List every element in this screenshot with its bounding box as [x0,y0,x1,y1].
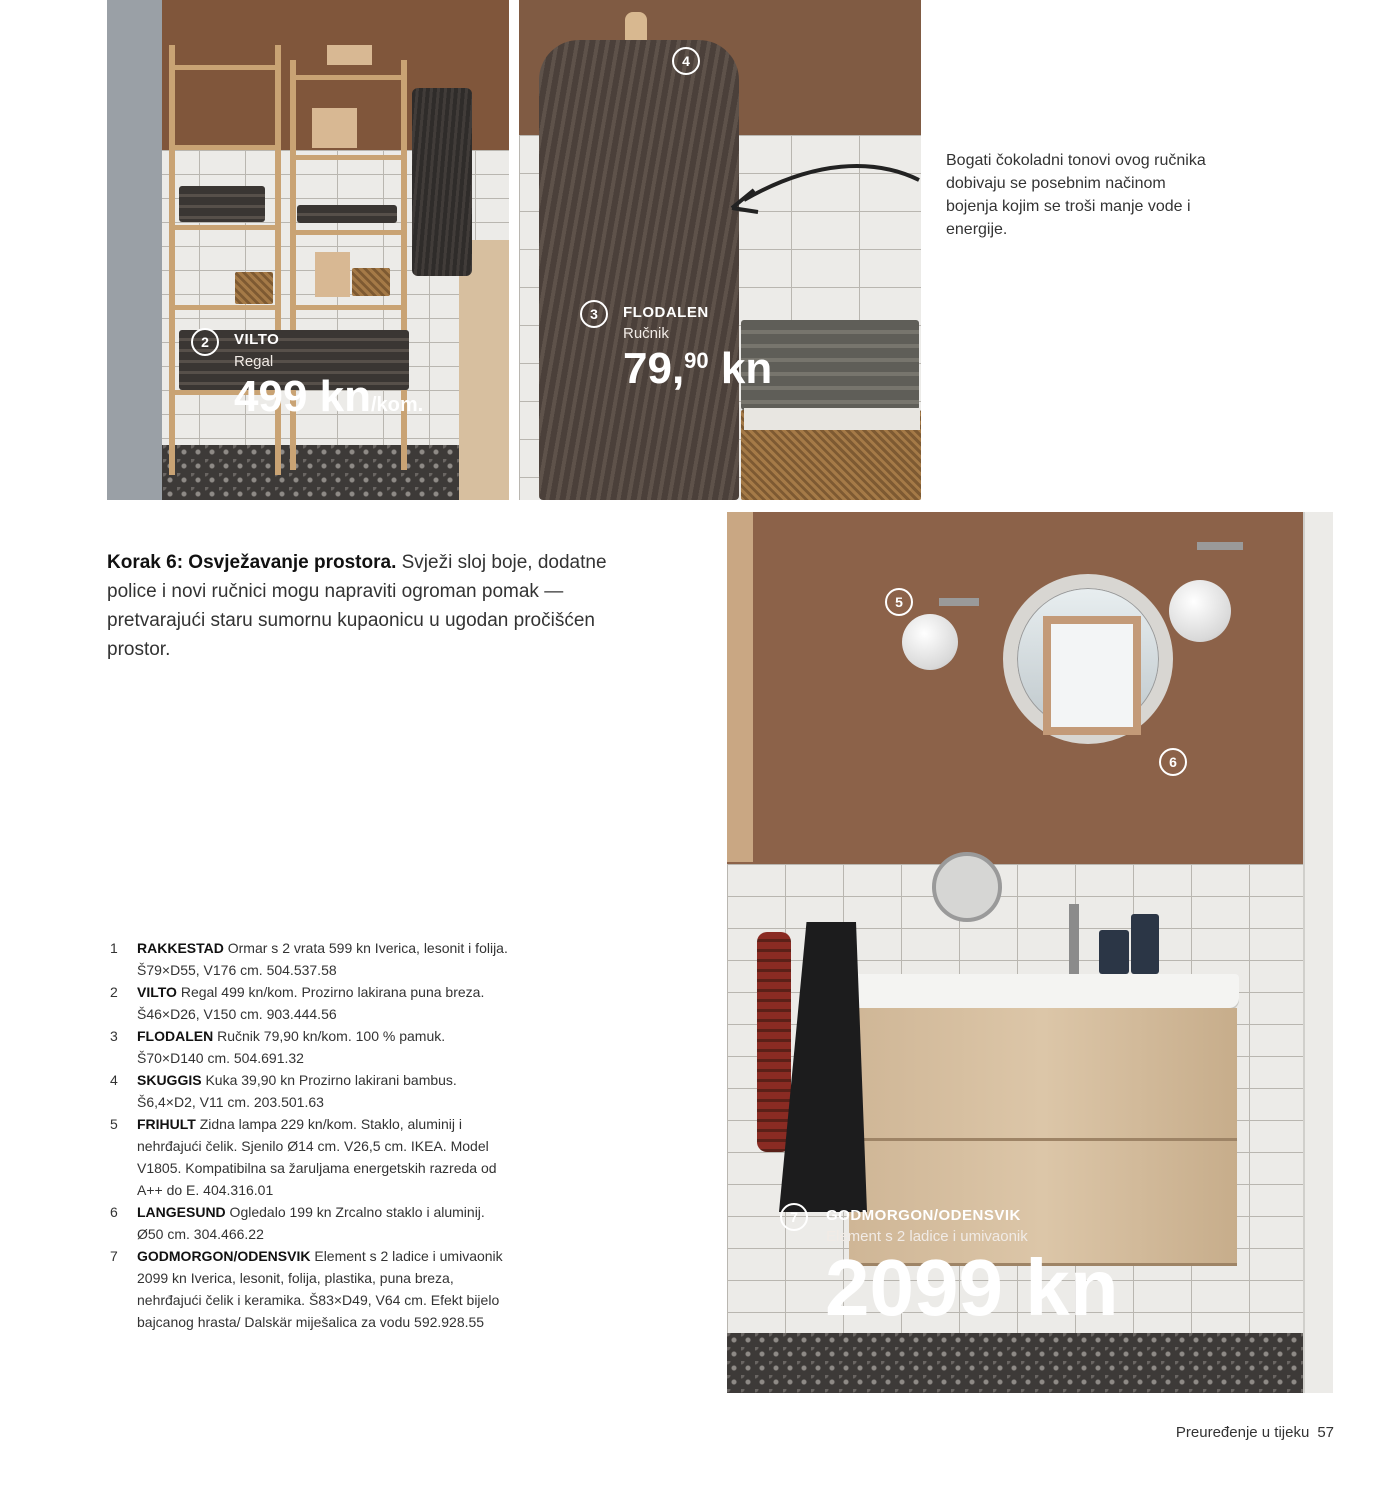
wall-lamp-right [1169,580,1231,642]
intro-body: Svježi sloj boje, dodatne police i novi ručnici mogu napraviti ogroman pomak — pretvarajući staru sumornu kupaonicu u ugodan pročišćen prostor. [107,552,607,660]
flodalen-price-cur: kn [708,344,773,393]
badge-3: 3 [580,300,608,328]
page-number: 57 [1317,1424,1334,1441]
godmorgon-desc: Element s 2 ladice i umivaonik [826,1228,1028,1245]
towel-image [539,40,739,500]
intro-heading: Korak 6: Osvježavanje prostora. [107,552,397,573]
photo-godmorgon-vanity [727,512,1333,1393]
page-footer [1176,1424,1334,1441]
godmorgon-price: 2099 kn [825,1243,1119,1332]
flodalen-desc: Ručnik [623,325,669,342]
badge-2: 2 [191,328,219,356]
badge-4: 4 [672,47,700,75]
vilto-price [234,372,423,422]
flodalen-name: FLODALEN [623,304,709,321]
towel-callout: Bogati čokoladni tonovi ovog ručnika dobivaju se posebnim načinom bojenja kojim se troši manje vode i energije. [946,152,1206,238]
section-title: Preuređenje u tijeku [1175,1424,1310,1441]
flodalen-price-main: 79, [623,344,685,393]
list-item: 2 VILTO Regal 499 kn/kom. Prozirno lakirana puna breza. Š46×D26, V150 cm. 903.444.56 [110,984,485,1022]
flodalen-price [623,344,772,394]
list-item: 6 LANGESUND Ogledalo 199 kn Zrcalno staklo i aluminij. Ø50 cm. 304.466.22 [110,1204,485,1242]
intro-paragraph [107,548,607,664]
vilto-price-unit: /kom. [370,394,424,416]
vilto-name: VILTO [234,331,280,348]
list-item: 4 SKUGGIS Kuka 39,90 kn Prozirno lakirani bambus. Š6,4×D2, V11 cm. 203.501.63 [110,1072,457,1110]
photo-flodalen-towel [519,0,921,500]
list-item: 7 GODMORGON/ODENSVIK Element s 2 ladice i umivaonik 2099 kn Iverica, lesonit, folija, plastika, puna breza, nehrđajući čelik i keramika. Š83×D49, V64 cm. Efekt bijelo bajcanog hrasta/ Dalskär miješalica za vodu 592.928.55 [110,1248,503,1330]
list-item: 5 FRIHULT Zidna lampa 229 kn/kom. Staklo, aluminij i nehrđajući čelik. Sjenilo Ø14 cm. V26,5 cm. IKEA. Model V1805. Kompatibilna sa žaruljama energetskih razreda od A++ do E. 404.316.01 [110,1116,497,1198]
list-item: 1 RAKKESTAD Ormar s 2 vrata 599 kn Iverica, lesonit i folija. Š79×D55, V176 cm. 504.537.58 [110,940,508,978]
badge-5: 5 [885,588,913,616]
photo-vilto-shelves [107,0,509,500]
round-mirror [1003,574,1173,744]
vilto-price-value: 499 kn [234,372,371,421]
arrow-icon [724,150,921,220]
badge-6: 6 [1159,748,1187,776]
washbasin [843,974,1239,1008]
godmorgon-name: GODMORGON/ODENSVIK [826,1207,1021,1224]
wall-lamp-left [902,614,958,670]
flodalen-price-dec: 90 [684,348,709,373]
list-item: 3 FLODALEN Ručnik 79,90 kn/kom. 100 % pamuk. Š70×D140 cm. 504.691.32 [110,1028,446,1066]
badge-7: 7 [780,1203,808,1231]
vilto-desc: Regal [234,353,274,370]
product-list [110,937,510,1333]
